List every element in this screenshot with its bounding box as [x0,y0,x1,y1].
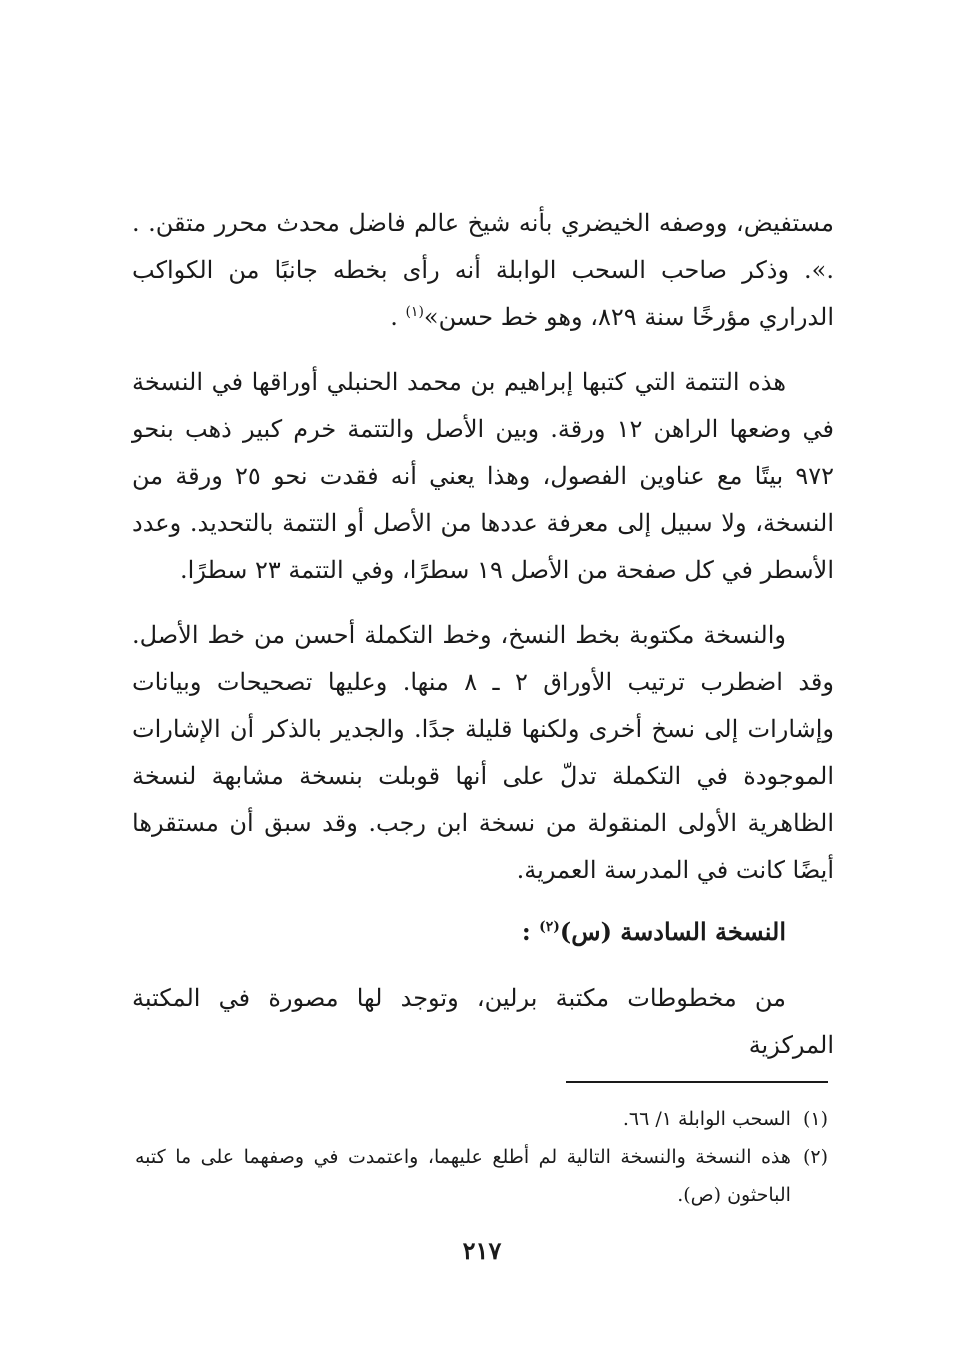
section-heading [132,908,834,955]
footnote-1-text: السحب الوابلة ١/ ٦٦. [622,1108,791,1130]
footnote-2 [135,1138,828,1214]
footnote-1-number: (١) [802,1108,828,1130]
footnote-1 [135,1100,828,1138]
section-heading-end: : [521,917,540,946]
footnote-2-number: (٢) [802,1146,828,1168]
paragraph-1-end: . [390,303,406,331]
paragraph-1 [132,200,834,341]
paragraph-4: من مخطوطات مكتبة برلين، وتوجد لها مصورة في المكتبة المركزية [132,984,834,1059]
footnote-2-text: هذه النسخة والنسخة التالية لم أطلع عليهما، واعتمدت في وصفهما على ما كتبه الباحثون (ص). [135,1146,791,1206]
page-body [132,200,834,1069]
paragraph-1-text: مستفيض، ووصفه الخيضري بأنه شيخ عالم فاضل محدث محرر متقن. . .». وذكر صاحب السحب الوابلة أنه رأى بخطه جانبًا من الكواكب الدراري مؤرخًا سنة ٨٢٩، وهو خط حسن» [132,209,834,331]
page-number: ٢١٧ [462,1236,502,1265]
footnote-ref-1: (١) [405,304,424,320]
footnotes [135,1100,828,1214]
footnote-divider [566,1081,828,1083]
paragraph-3: والنسخة مكتوبة بخط النسخ، وخط التكملة أحسن من خط الأصل. وقد اضطرب ترتيب الأوراق ٢ ـ ٨ منها. وعليها تصحيحات وبيانات وإشارات إلى نسخ أخرى ولكنها قليلة جدًا. والجدير بالذكر أن الإشارات الموجودة في التكملة تدلّ على أنها قوبلت بنسخة مشابهة لنسخة الظاهرية الأولى المنقولة من نسخة ابن رجب. وقد سبق أن مستقرها أيضًا كانت في المدرسة العمرية. [132,621,834,884]
paragraph-2: هذه التتمة التي كتبها إبراهيم بن محمد الحنبلي أوراقها في النسخة في وضعها الراهن ١٢ ورقة. وبين الأصل والتتمة خرم كبير ذهب بنحو ٩٧٢ بيتًا مع عناوين الفصول، وهذا يعني أنه فقدت نحو ٢٥ ورقة من النسخة، ولا سبيل إلى معرفة عددها من الأصل أو التتمة بالتحديد. وعدد الأسطر في كل صفحة من الأصل ١٩ سطرًا، وفي التتمة ٢٣ سطرًا. [132,368,834,584]
section-heading-text: النسخة السادسة (س) [559,917,786,946]
footnote-ref-2: (٢) [539,919,560,935]
